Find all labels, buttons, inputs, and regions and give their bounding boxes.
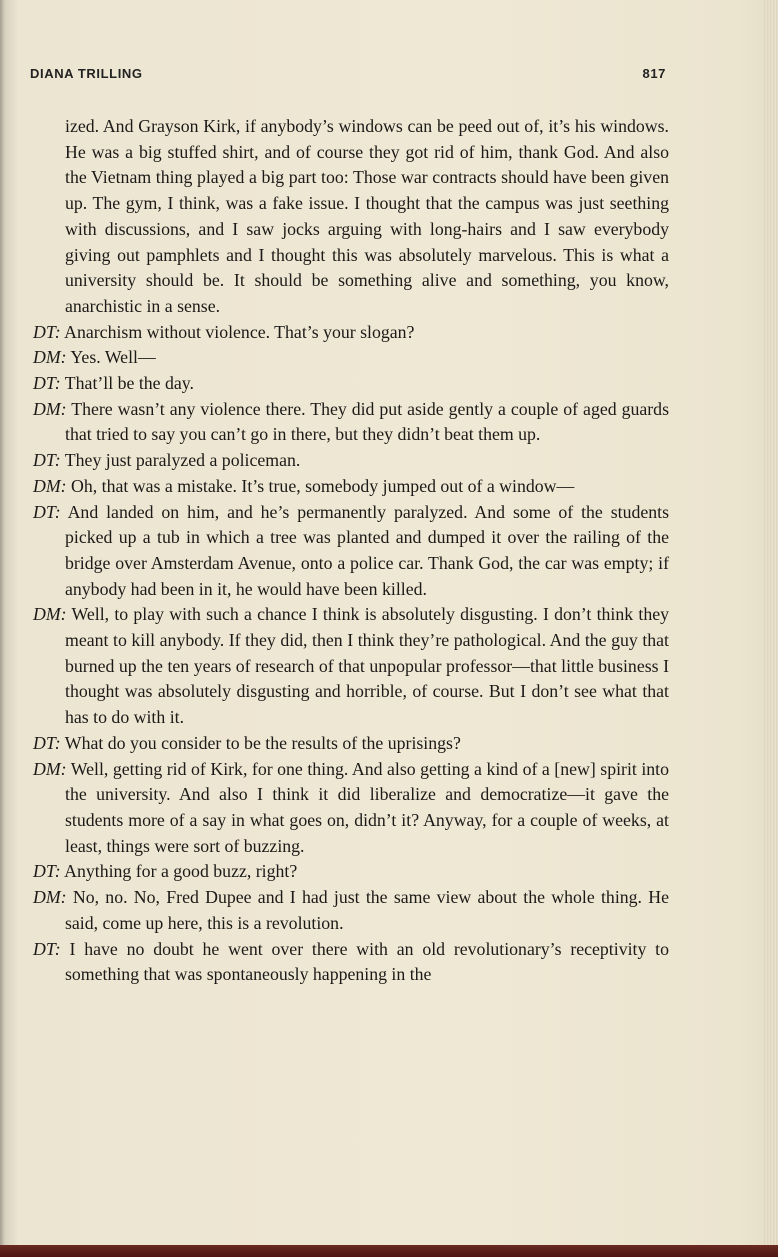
dialogue-text: There wasn’t any violence there. They did put aside gently a couple of aged guards that tried to say you can’t go in there, but they didn’t beat them up. (65, 398, 669, 445)
dialogue-turn (33, 885, 669, 936)
page-stack-edge (764, 0, 778, 1245)
speaker-label: DM: (33, 347, 67, 368)
speaker-label: DT: (33, 501, 61, 522)
dialogue-turn (33, 448, 669, 474)
running-head: DIANA TRILLING (30, 66, 143, 81)
interview-text (33, 114, 669, 988)
dialogue-text: Oh, that was a mistake. It’s true, somebody jumped out of a window— (71, 475, 575, 496)
speaker-label: DM: (33, 398, 67, 419)
dialogue-text: They just paralyzed a policeman. (64, 450, 301, 471)
dialogue-text: Anything for a good buzz, right? (64, 861, 298, 882)
speaker-label: DT: (33, 861, 61, 882)
dialogue-text: Well, getting rid of Kirk, for one thing. And also getting a kind of a [new] spirit into the university. And also I think it did liberalize and democratize—it gave the students more of a say in what goes on, didn’t it? Anyway, for a couple of weeks, at least, things were sort of buzzing. (65, 758, 669, 856)
page-header (30, 66, 666, 86)
dialogue-text: Anarchism without violence. That’s your slogan? (64, 321, 415, 342)
dialogue-turn (33, 859, 669, 885)
continuation-paragraph: ized. And Grayson Kirk, if anybody’s windows can be peed out of, it’s his windows. He was a big stuffed shirt, and of course they got rid of him, thank God. And also the Vietnam thing played a big part too: Those war contracts should have been given up. The gym, I think, was a fake issue. I thought that the campus was just seething with discussions, and I saw jocks arguing with long-hairs and I saw everybody giving out pamphlets and I thought this was absolutely marvelous. This is what a university should be. It should be something alive and something, you know, anarchistic in a sense. (65, 116, 669, 316)
speaker-label: DT: (33, 938, 61, 959)
dialogue-text: Yes. Well— (70, 347, 156, 368)
page-number: 817 (642, 66, 666, 81)
dialogue-text: That’ll be the day. (64, 373, 194, 394)
dialogue-turn (33, 731, 669, 757)
dialogue-text: What do you consider to be the results of the uprisings? (64, 732, 461, 753)
dialogue-text: I have no doubt he went over there with an old revolutionary’s receptivity to something that was spontaneously happening in the (65, 938, 669, 985)
dialogue-turn (33, 602, 669, 731)
dialogue-text: No, no. No, Fred Dupee and I had just the same view about the whole thing. He said, come up here, this is a revolution. (65, 887, 669, 933)
speaker-label: DM: (33, 758, 67, 779)
dialogue-turn (33, 345, 669, 371)
dialogue-turn (33, 320, 669, 346)
speaker-label: DM: (33, 604, 67, 625)
dialogue-text: And landed on him, and he’s permanently paralyzed. And some of the students picked up a tub in which a tree was planted and dumped it over the railing of the bridge over Amsterdam Avenue, onto a police car. Thank God, the car was empty; if anybody had been in it, he would have been killed. (65, 501, 669, 599)
dialogue-turn (33, 757, 669, 860)
speaker-label: DT: (33, 321, 61, 342)
dialogue-text: Well, to play with such a chance I think is absolutely disgusting. I don’t think they meant to kill anybody. If they did, then I think they’re pathological. And the guy that burned up the ten years of research of that unpopular professor—that little business I thought was absolutely disgusting and horrible, of course. But I don’t see what that has to do with it. (65, 604, 669, 728)
speaker-label: DT: (33, 450, 61, 471)
speaker-label: DT: (33, 373, 61, 394)
dialogue-turn (33, 937, 669, 988)
book-cover-edge (0, 1245, 778, 1257)
dialogue-turn (33, 371, 669, 397)
dialogue-turn (33, 500, 669, 603)
dialogue-turn (33, 474, 669, 500)
speaker-label: DM: (33, 475, 67, 496)
dialogue-turn (33, 397, 669, 448)
speaker-label: DT: (33, 732, 61, 753)
speaker-label: DM: (33, 887, 67, 908)
